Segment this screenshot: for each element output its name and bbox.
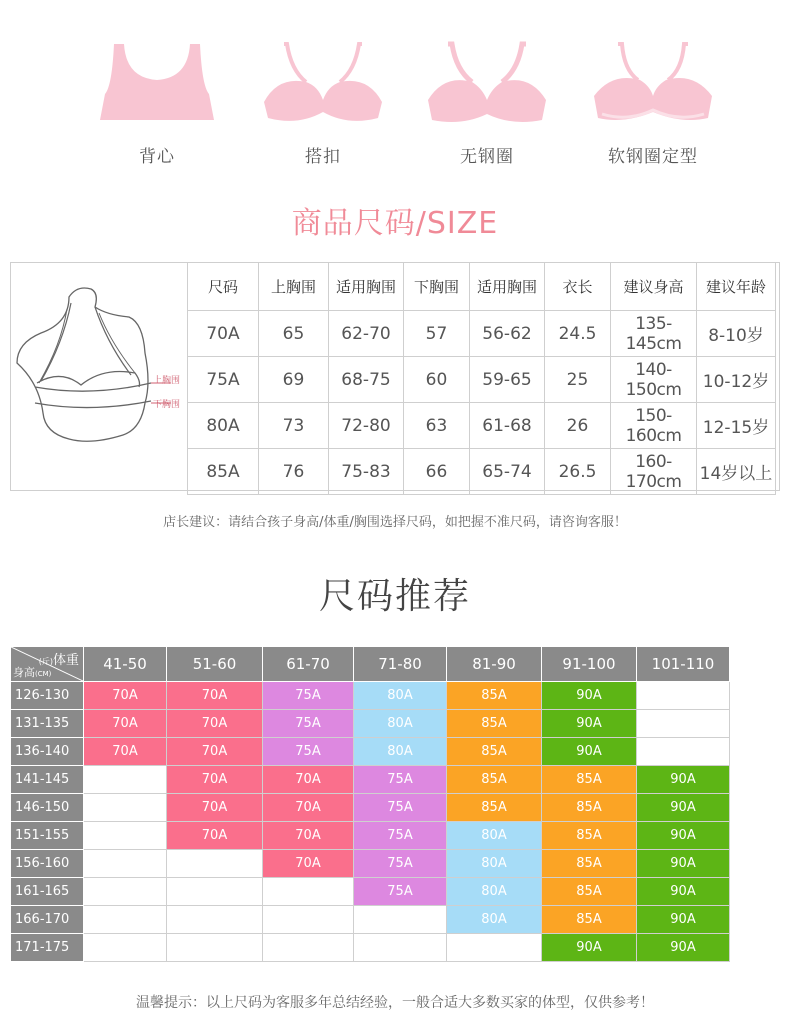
- height-row: [11, 710, 730, 738]
- style-clasp: [238, 30, 408, 167]
- cell-fit-lower: 61-68: [470, 403, 545, 449]
- lower-bust-label: 下胸围: [153, 400, 181, 410]
- height-label: 身高: [13, 666, 35, 679]
- size-cell: 75A: [354, 766, 447, 794]
- height-unit: (CM): [35, 670, 52, 678]
- cell-lower: 66: [404, 449, 470, 495]
- cell-height: 160-170cm: [611, 449, 697, 495]
- height-row-header: 156-160: [11, 850, 84, 878]
- height-row: [11, 766, 730, 794]
- style-soft-wire: [568, 30, 738, 167]
- size-cell: 70A: [84, 738, 167, 766]
- size-cell: 70A: [167, 822, 263, 850]
- size-cell: 85A: [447, 766, 542, 794]
- size-recommendation-grid: [10, 646, 730, 962]
- height-row: [11, 850, 730, 878]
- size-cell: 70A: [167, 710, 263, 738]
- warm-tip: 温馨提示：以上尺码为客服多年总结经验，一般合适大多数买家的体型，仅供参考！: [136, 995, 654, 1011]
- empty-cell: [637, 710, 730, 738]
- size-cell: 85A: [447, 682, 542, 710]
- weight-col-header: 91-100: [542, 647, 637, 682]
- style-label-soft-wire: 软钢圈定型: [608, 147, 698, 167]
- height-row-header: 151-155: [11, 822, 84, 850]
- wireless-bra-icon: [422, 30, 552, 130]
- size-cell: 90A: [637, 878, 730, 906]
- size-row: [188, 403, 776, 449]
- size-cell: 70A: [84, 682, 167, 710]
- size-cell: 85A: [542, 794, 637, 822]
- empty-cell: [354, 906, 447, 934]
- size-cell: 80A: [354, 738, 447, 766]
- style-label-clasp: 搭扣: [305, 147, 341, 167]
- vest-bra-icon: [92, 30, 222, 130]
- header-height: 建议身高: [611, 263, 697, 311]
- weight-col-header: 61-70: [263, 647, 354, 682]
- recommend-section-title: 尺码推荐: [318, 576, 471, 617]
- size-cell: 80A: [447, 822, 542, 850]
- size-cell: 75A: [263, 738, 354, 766]
- bust-figure: [11, 263, 187, 490]
- height-row-header: 171-175: [11, 934, 84, 962]
- style-label-vest: 背心: [139, 147, 175, 167]
- size-cell: 75A: [354, 850, 447, 878]
- cell-upper: 69: [259, 357, 329, 403]
- empty-cell: [637, 682, 730, 710]
- cell-upper: 73: [259, 403, 329, 449]
- size-cell: 70A: [167, 766, 263, 794]
- height-row-header: 166-170: [11, 906, 84, 934]
- cell-length: 24.5: [545, 311, 611, 357]
- size-cell: 85A: [447, 794, 542, 822]
- size-cell: 80A: [354, 710, 447, 738]
- empty-cell: [167, 934, 263, 962]
- size-cell: 85A: [447, 710, 542, 738]
- empty-cell: [167, 906, 263, 934]
- cell-fit-upper: 62-70: [329, 311, 404, 357]
- size-cell: 90A: [542, 934, 637, 962]
- style-label-wireless: 无钢圈: [460, 147, 514, 167]
- size-table: [187, 262, 776, 495]
- size-cell: 75A: [354, 794, 447, 822]
- cell-fit-lower: 65-74: [470, 449, 545, 495]
- size-cell: 70A: [263, 822, 354, 850]
- empty-cell: [167, 878, 263, 906]
- header-fit-lower: 适用胸围: [470, 263, 545, 311]
- cell-lower: 57: [404, 311, 470, 357]
- empty-cell: [84, 766, 167, 794]
- cell-size: 85A: [188, 449, 259, 495]
- height-row-header: 146-150: [11, 794, 84, 822]
- empty-cell: [84, 794, 167, 822]
- size-cell: 75A: [263, 682, 354, 710]
- cell-age: 8-10岁: [697, 311, 776, 357]
- cell-age: 12-15岁: [697, 403, 776, 449]
- header-lower-bust: 下胸围: [404, 263, 470, 311]
- size-cell: 75A: [354, 822, 447, 850]
- cell-length: 26.5: [545, 449, 611, 495]
- bra-styles: [0, 30, 790, 180]
- empty-cell: [637, 738, 730, 766]
- header-age: 建议年龄: [697, 263, 776, 311]
- weight-label: 体重: [52, 653, 79, 668]
- header-upper-bust: 上胸围: [259, 263, 329, 311]
- size-cell: 90A: [637, 906, 730, 934]
- size-cell: 70A: [167, 794, 263, 822]
- style-wireless: [402, 30, 572, 167]
- size-cell: 90A: [542, 682, 637, 710]
- size-cell: 70A: [84, 710, 167, 738]
- height-row: [11, 906, 730, 934]
- height-row-header: 131-135: [11, 710, 84, 738]
- weight-col-header: 71-80: [354, 647, 447, 682]
- header-length: 衣长: [545, 263, 611, 311]
- weight-col-header: 81-90: [447, 647, 542, 682]
- store-advice: 店长建议：请结合孩子身高/体重/胸围选择尺码，如把握不准尺码，请咨询客服！: [163, 515, 627, 530]
- height-row-header: 141-145: [11, 766, 84, 794]
- cell-height: 135-145cm: [611, 311, 697, 357]
- empty-cell: [84, 850, 167, 878]
- cell-upper: 76: [259, 449, 329, 495]
- empty-cell: [84, 934, 167, 962]
- size-cell: 85A: [542, 850, 637, 878]
- cell-size: 70A: [188, 311, 259, 357]
- empty-cell: [167, 850, 263, 878]
- height-row-header: 136-140: [11, 738, 84, 766]
- size-cell: 85A: [542, 766, 637, 794]
- size-cell: 70A: [263, 794, 354, 822]
- size-cell: 70A: [167, 682, 263, 710]
- size-cell: 90A: [637, 794, 730, 822]
- cell-age: 14岁以上: [697, 449, 776, 495]
- empty-cell: [84, 822, 167, 850]
- size-cell: 90A: [637, 934, 730, 962]
- empty-cell: [263, 934, 354, 962]
- height-row-header: 161-165: [11, 878, 84, 906]
- empty-cell: [263, 878, 354, 906]
- size-cell: 70A: [263, 850, 354, 878]
- cell-length: 25: [545, 357, 611, 403]
- size-cell: 90A: [542, 710, 637, 738]
- size-cell: 80A: [447, 850, 542, 878]
- size-table-header-row: [188, 263, 776, 311]
- size-cell: 85A: [542, 906, 637, 934]
- size-cell: 90A: [542, 738, 637, 766]
- cell-height: 140-150cm: [611, 357, 697, 403]
- height-row: [11, 682, 730, 710]
- height-row-header: 126-130: [11, 682, 84, 710]
- size-section-title: 商品尺码/SIZE: [291, 206, 499, 241]
- style-vest: [72, 30, 242, 167]
- weight-header-row: [11, 647, 730, 682]
- cell-lower: 63: [404, 403, 470, 449]
- size-row: [188, 311, 776, 357]
- size-cell: 80A: [447, 878, 542, 906]
- size-cell: 80A: [354, 682, 447, 710]
- empty-cell: [354, 934, 447, 962]
- cell-fit-upper: 75-83: [329, 449, 404, 495]
- size-cell: 70A: [167, 738, 263, 766]
- size-cell: 85A: [542, 878, 637, 906]
- header-fit-upper: 适用胸围: [329, 263, 404, 311]
- cell-lower: 60: [404, 357, 470, 403]
- size-row: [188, 449, 776, 495]
- size-cell: 90A: [637, 850, 730, 878]
- size-row: [188, 357, 776, 403]
- header-size: 尺码: [188, 263, 259, 311]
- size-cell: 85A: [447, 738, 542, 766]
- cell-fit-lower: 56-62: [470, 311, 545, 357]
- cell-fit-upper: 72-80: [329, 403, 404, 449]
- empty-cell: [263, 906, 354, 934]
- height-row: [11, 822, 730, 850]
- grid-corner: [11, 647, 84, 682]
- cell-size: 80A: [188, 403, 259, 449]
- cell-upper: 65: [259, 311, 329, 357]
- cell-age: 10-12岁: [697, 357, 776, 403]
- height-row: [11, 794, 730, 822]
- cell-length: 26: [545, 403, 611, 449]
- height-row: [11, 934, 730, 962]
- empty-cell: [84, 906, 167, 934]
- size-table-container: [10, 262, 780, 491]
- empty-cell: [447, 934, 542, 962]
- empty-cell: [84, 878, 167, 906]
- size-cell: 90A: [637, 766, 730, 794]
- clasp-bra-icon: [258, 30, 388, 130]
- cell-height: 150-160cm: [611, 403, 697, 449]
- size-cell: 85A: [542, 822, 637, 850]
- upper-bust-label: 上胸围: [153, 376, 181, 386]
- size-cell: 80A: [447, 906, 542, 934]
- weight-col-header: 101-110: [637, 647, 730, 682]
- size-cell: 75A: [354, 878, 447, 906]
- cell-fit-upper: 68-75: [329, 357, 404, 403]
- weight-col-header: 51-60: [167, 647, 263, 682]
- height-row: [11, 878, 730, 906]
- cell-fit-lower: 59-65: [470, 357, 545, 403]
- soft-wire-molded-bra-icon: [588, 30, 718, 130]
- size-cell: 70A: [263, 766, 354, 794]
- size-cell: 75A: [263, 710, 354, 738]
- weight-unit: (斤): [38, 657, 53, 666]
- weight-col-header: 41-50: [84, 647, 167, 682]
- size-cell: 90A: [637, 822, 730, 850]
- cell-size: 75A: [188, 357, 259, 403]
- height-row: [11, 738, 730, 766]
